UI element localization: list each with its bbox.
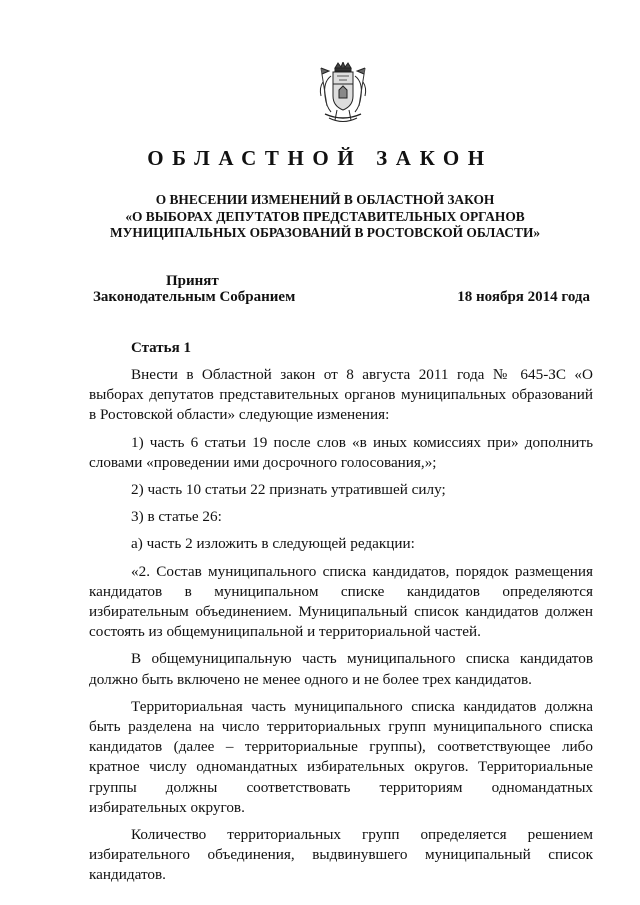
article-paragraph: а) часть 2 изложить в следующей редакции: (131, 535, 415, 553)
article-paragraph: 1) часть 6 статьи 19 после слов «в иных комиссиях при» дополнить словами «проведении ими досрочного голосования,»; (89, 433, 593, 471)
law-subject (60, 192, 590, 242)
article-paragraph: «2. Состав муниципального списка кандидатов, порядок размещения кандидатов в муниципальном списке кандидатов определяются избирательным объединением. Муниципальный список кандидатов должен состоять из общемуниципальной и территориальной частей. (89, 562, 593, 641)
subject-line: МУНИЦИПАЛЬНЫХ ОБРАЗОВАНИЙ В РОСТОВСКОЙ ОБЛАСТИ» (109, 225, 541, 240)
article-paragraph: Территориальная часть муниципального списка кандидатов должна быть разделена на число территориальных групп муниципального списка кандидатов (далее – территориальные группы), соответствующее либо кратное числу одномандатных избирательных округов. Территориальные группы должны соответствовать территориям одномандатных избирательных округов. (89, 697, 593, 816)
article-paragraph: 3) в статье 26: (131, 508, 222, 526)
article-heading: Статья 1 (131, 340, 191, 356)
document-title: ОБЛАСТНОЙ ЗАКОН (147, 146, 493, 170)
adoption-date: 18 ноября 2014 года (457, 289, 590, 305)
article-paragraph: В общемуниципальную часть муниципального списка кандидатов должно быть включено не менее одного и не более трех кандидатов. (89, 650, 593, 688)
article-paragraph: 2) часть 10 статьи 22 признать утратившей силу; (131, 481, 446, 499)
article-body (89, 365, 593, 886)
coat-of-arms-icon (317, 62, 369, 126)
adopted-label: Принят (166, 273, 219, 289)
article-paragraph: Количество территориальных групп определяется решением избирательного объединения, выдвинувшего муниципальный список кандидатов. (89, 826, 593, 884)
adopted-by: Законодательным Собранием (93, 289, 296, 305)
subject-line: О ВНЕСЕНИИ ИЗМЕНЕНИЙ В ОБЛАСТНОЙ ЗАКОН (155, 192, 495, 207)
subject-line: «О ВЫБОРАХ ДЕПУТАТОВ ПРЕДСТАВИТЕЛЬНЫХ ОРГАНОВ (125, 208, 525, 224)
article-paragraph: Внести в Областной закон от 8 августа 2011 года № 645-ЗС «О выборах депутатов представительных органов муниципальных образований в Ростовской области» следующие изменения: (89, 366, 593, 424)
